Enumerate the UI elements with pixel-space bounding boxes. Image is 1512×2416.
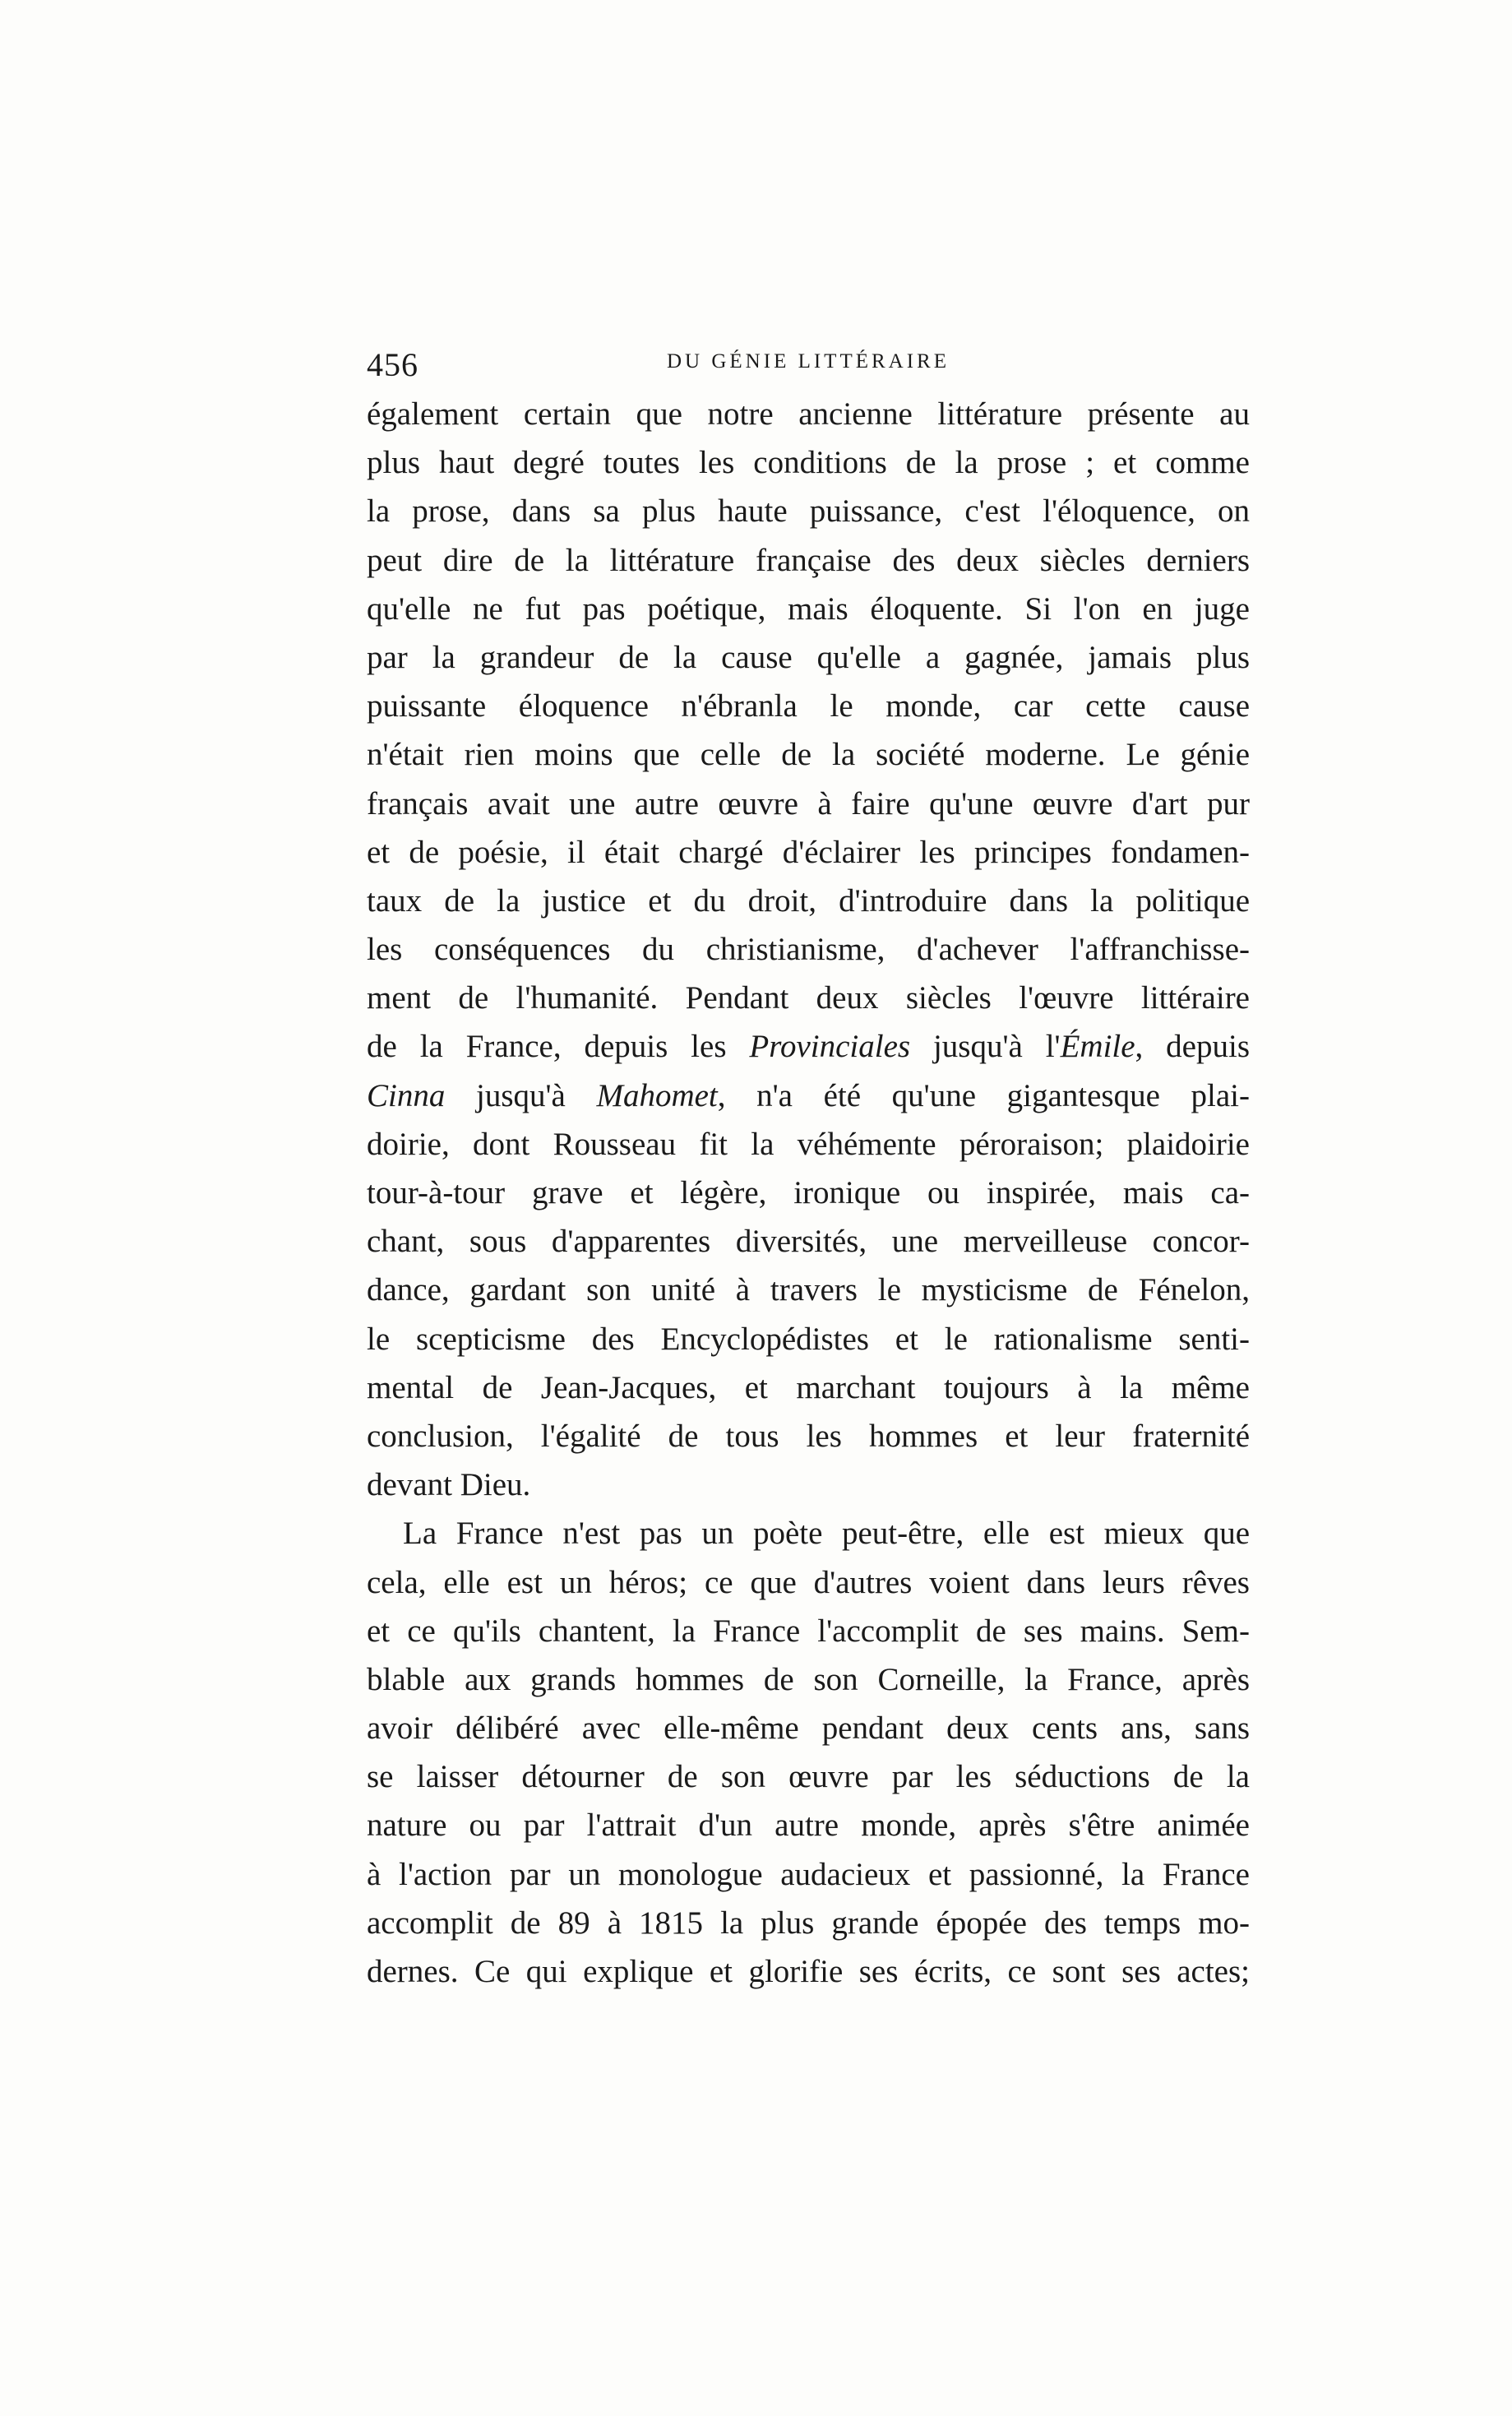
body-text <box>367 390 1250 1996</box>
work-title-mahomet: Mahomet <box>596 1077 718 1113</box>
text-line-with-titles <box>367 1022 1250 1071</box>
running-head: DU GÉNIE LITTÉRAIRE <box>667 350 950 373</box>
text-run: jusqu'à l' <box>910 1029 1061 1065</box>
paragraph-2 <box>367 1509 1250 1996</box>
text-run: , n'a été qu'une gigantesque plai- <box>717 1077 1250 1113</box>
text-run: , depuis <box>1135 1029 1251 1065</box>
text-line: qu'elle ne fut pas poétique, mais éloquente. Si l'on en juge <box>367 590 1250 627</box>
text-line: le scepticisme des Encyclopédistes et le rationalisme senti- <box>367 1321 1250 1357</box>
text-line: puissante éloquence n'ébranla le monde, car cette cause <box>367 688 1250 724</box>
text-line: cela, elle est un héros; ce que d'autres voient dans leurs rêves <box>367 1564 1250 1600</box>
text-run: jusqu'à <box>445 1077 597 1113</box>
work-title-cinna: Cinna <box>367 1077 446 1113</box>
text-line: français avait une autre œuvre à faire qu'une œuvre d'art pur <box>367 785 1250 822</box>
text-line: La France n'est pas un poète peut-être, elle est mieux que <box>403 1516 1250 1552</box>
text-line: blable aux grands hommes de son Corneille, la France, après <box>367 1661 1250 1697</box>
text-line-with-titles <box>367 1071 1250 1120</box>
text-line: doirie, dont Rousseau fit la véhémente péroraison; plaidoirie <box>367 1126 1250 1162</box>
page-header <box>367 345 1250 386</box>
page-number: 456 <box>367 346 418 383</box>
text-line: plus haut degré toutes les conditions de la prose ; et comme <box>367 445 1250 481</box>
text-run: de la France, depuis les <box>367 1029 750 1065</box>
text-line: taux de la justice et du droit, d'introduire dans la politique <box>367 882 1250 919</box>
text-line: devant Dieu. <box>367 1467 531 1503</box>
text-line: avoir délibéré avec elle-même pendant deux cents ans, sans <box>367 1710 1250 1747</box>
text-line: nature ou par l'attrait d'un autre monde, après s'être animée <box>367 1807 1250 1844</box>
work-title-provinciales: Provinciales <box>749 1029 911 1065</box>
text-line: les conséquences du christianisme, d'achever l'affranchisse- <box>367 932 1250 968</box>
text-line: n'était rien moins que celle de la société moderne. Le génie <box>367 737 1250 773</box>
paragraph-1 <box>367 390 1250 1509</box>
text-line: dance, gardant son unité à travers le mysticisme de Fénelon, <box>367 1272 1250 1308</box>
text-line: par la grandeur de la cause qu'elle a gagnée, jamais plus <box>367 639 1250 675</box>
text-line: à l'action par un monologue audacieux et passionné, la France <box>367 1856 1250 1892</box>
text-line: accomplit de 89 à 1815 la plus grande épopée des temps mo- <box>367 1905 1250 1941</box>
text-line: la prose, dans sa plus haute puissance, c'est l'éloquence, on <box>367 493 1250 530</box>
text-line: et ce qu'ils chantent, la France l'accomplit de ses mains. Sem- <box>367 1613 1250 1649</box>
text-line: mental de Jean-Jacques, et marchant toujours à la même <box>367 1369 1250 1405</box>
text-line: ment de l'humanité. Pendant deux siècles l'œuvre littéraire <box>367 980 1250 1016</box>
text-line: également certain que notre ancienne littérature présente au <box>367 396 1250 432</box>
text-line: dernes. Ce qui explique et glorifie ses écrits, ce sont ses actes; <box>367 1954 1250 1989</box>
work-title-emile: Émile <box>1060 1029 1135 1065</box>
text-line: se laisser détourner de son œuvre par les séductions de la <box>367 1759 1250 1795</box>
text-line: chant, sous d'apparentes diversités, une merveilleuse concor- <box>367 1224 1250 1260</box>
text-line: et de poésie, il était chargé d'éclairer les principes fondamen- <box>367 834 1250 870</box>
text-line: conclusion, l'égalité de tous les hommes et leur fraternité <box>367 1418 1250 1454</box>
text-line: tour-à-tour grave et légère, ironique ou inspirée, mais ca- <box>367 1175 1250 1210</box>
text-line: peut dire de la littérature française des deux siècles derniers <box>367 542 1250 578</box>
